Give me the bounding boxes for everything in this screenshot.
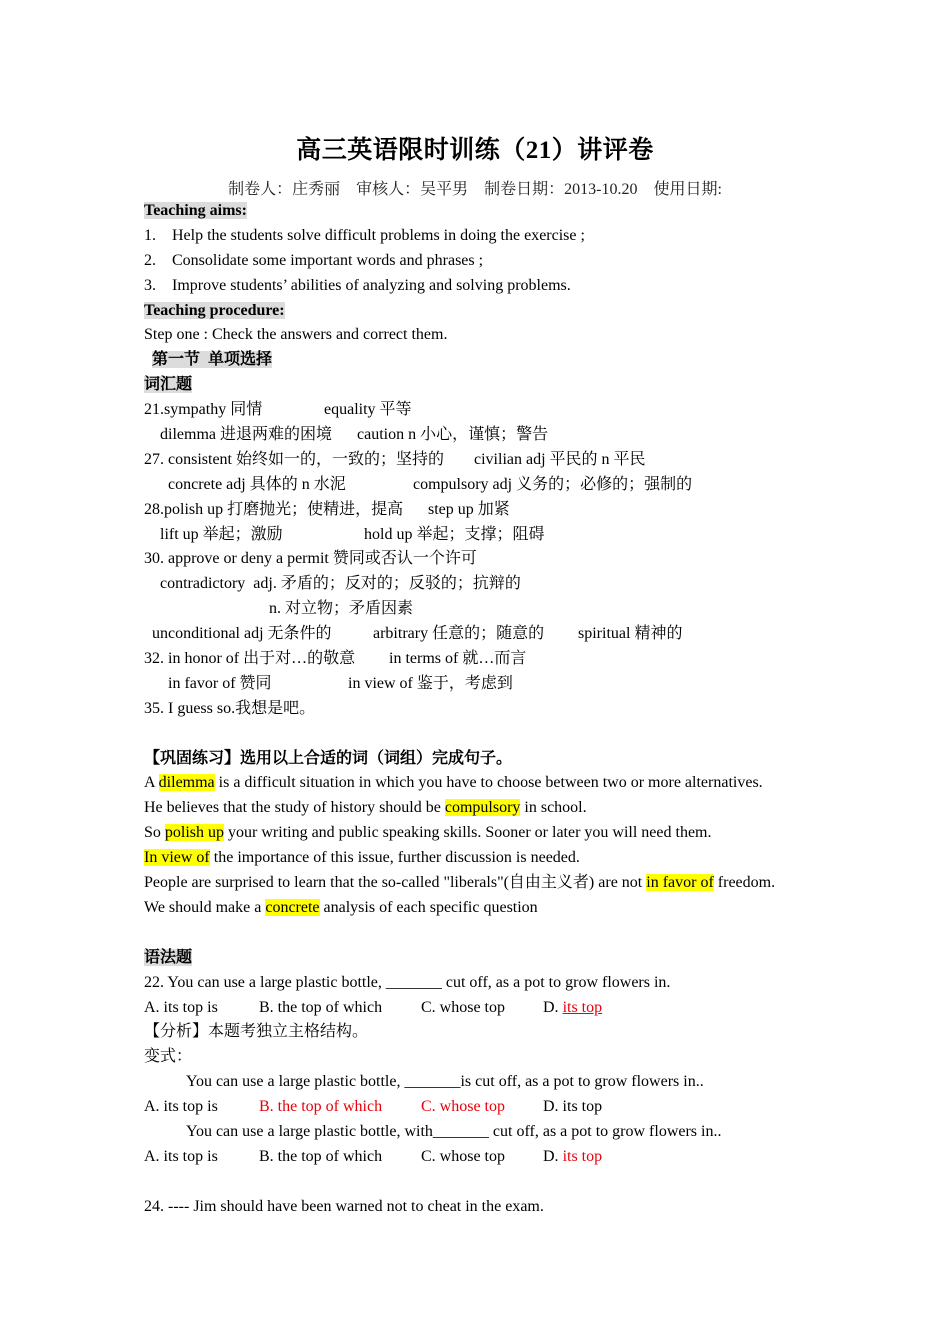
vocab-line (144, 448, 824, 473)
option-d-prefix: D. (543, 1147, 563, 1165)
option-c: C. whose top (421, 1098, 505, 1116)
vocab-line: 30. approve or deny a permit 赞同或否认一个许可 (144, 550, 477, 568)
page-title: 高三英语限时训练（21）讲评卷 (296, 137, 654, 164)
question-stem: 22. You can use a large plastic bottle, _______ cut off, as a pot to grow flowers in. (144, 973, 671, 991)
option-c: C. whose top (421, 1147, 505, 1165)
answer-highlight: in favor of (646, 874, 714, 892)
blank-line (144, 1170, 824, 1195)
practice-sentence (144, 821, 824, 846)
make-date-label: 制卷日期：2013-10.20 (484, 181, 638, 198)
practice-sentence (144, 871, 824, 896)
option-d: D. its top (543, 1098, 603, 1116)
vocab-entry: concrete adj 具体的 n 水泥 (168, 475, 346, 493)
vocab-line: contradictory adj. 矛盾的；反对的；反驳的；抗辩的 (160, 575, 521, 593)
answer-highlight: compulsory (444, 799, 521, 817)
vocab-line (144, 498, 824, 523)
grammar-heading: 语法题 (144, 948, 193, 966)
vocab-entry: spiritual 精神的 (578, 625, 683, 643)
sentence-text: is a difficult situation in which you have to choose between two or more alternatives. (214, 774, 763, 792)
use-date-label: 使用日期: (653, 181, 722, 198)
step-one: Step one : Check the answers and correct them. (144, 326, 448, 344)
document-meta (0, 176, 950, 199)
vocab-line (144, 647, 824, 672)
vocab-entry: step up 加紧 (428, 500, 510, 518)
option-a: A. its top is (144, 998, 218, 1016)
option-b: B. the top of which (259, 1147, 383, 1165)
answer-highlight: concrete (265, 898, 320, 916)
sentence-text: your writing and public speaking skills. Sooner or later you will need them. (224, 824, 712, 842)
answer-highlight: dilemma (158, 774, 215, 792)
vocab-line: n. 对立物；矛盾因素 (269, 600, 414, 618)
vocab-entry: caution n 小心，谨慎；警告 (357, 426, 549, 444)
sentence-text: analysis of each specific question (319, 898, 538, 916)
sentence-text: A (144, 774, 159, 792)
vocab-entry: unconditional adj 无条件的 (152, 625, 332, 643)
vocab-heading: 词汇题 (144, 376, 193, 394)
aim-item: 2. Consolidate some important words and phrases ; (144, 251, 484, 269)
option-c: C. whose top (421, 998, 505, 1016)
blank-line (144, 722, 824, 747)
sentence-text: in school. (520, 799, 587, 817)
analysis-note: 【分析】本题考独立主格结构。 (144, 1023, 369, 1041)
variant-stem: You can use a large plastic bottle, _______is cut off, as a pot to grow flowers in.. (186, 1073, 704, 1091)
option-d-answer: its top (562, 998, 603, 1016)
option-a: A. its top is (144, 1147, 218, 1165)
practice-sentence (144, 796, 824, 821)
vocab-line: 35. I guess so.我想是吧。 (144, 699, 316, 717)
teaching-aims-heading: Teaching aims: (144, 202, 247, 219)
vocab-entry: compulsory adj 义务的；必修的；强制的 (413, 475, 693, 493)
option-a: A. its top is (144, 1098, 218, 1116)
practice-sentence (144, 846, 824, 871)
sentence-text: People are surprised to learn that the so-called "liberals"(自由主义者) are not (144, 874, 647, 892)
vocab-line (144, 473, 824, 498)
question-stem: 24. ---- Jim should have been warned not to cheat in the exam. (144, 1197, 544, 1215)
vocab-entry: equality 平等 (324, 401, 412, 419)
vocab-entry: dilemma 进退两难的困境 (160, 426, 332, 444)
vocab-line (144, 622, 824, 647)
maker-label: 制卷人：庄秀丽 (228, 181, 341, 198)
vocab-entry: 21.sympathy 同情 (144, 401, 263, 419)
vocab-entry: 27. consistent 始终如一的，一致的；坚持的 (144, 450, 444, 468)
variant-stem: You can use a large plastic bottle, with_______ cut off, as a pot to grow flowers in.. (186, 1122, 722, 1140)
vocab-line (144, 423, 824, 448)
reviewer-label: 审核人：吴平男 (356, 181, 469, 198)
vocab-entry: in view of 鉴于，考虑到 (348, 674, 513, 692)
sentence-text: the importance of this issue, further discussion is needed. (209, 849, 580, 867)
options-line (144, 1095, 824, 1120)
vocab-entry: civilian adj 平民的 n 平民 (474, 450, 646, 468)
answer-highlight: polish up (164, 824, 225, 842)
practice-heading: 【巩固练习】选用以上合适的词（词组）完成句子。 (144, 749, 513, 767)
document-body (144, 199, 824, 1220)
blank-line (144, 921, 824, 946)
option-d-answer: its top (562, 1147, 603, 1165)
option-d-prefix: D. (543, 998, 563, 1016)
vocab-line (144, 398, 824, 423)
vocab-entry: 28.polish up 打磨抛光；使精进，提高 (144, 500, 404, 518)
vocab-entry: arbitrary 任意的；随意的 (373, 625, 545, 643)
vocab-entry: in favor of 赞同 (168, 674, 272, 692)
aim-item: 3. Improve students’ abilities of analyzing and solving problems. (144, 276, 571, 294)
vocab-entry: 32. in honor of 出于对…的敬意 (144, 650, 356, 668)
aim-item: 1. Help the students solve difficult problems in doing the exercise ; (144, 226, 585, 244)
answer-highlight: In view of (144, 849, 210, 867)
variant-label: 变式： (144, 1048, 193, 1066)
sentence-text: He believes that the study of history should be (144, 799, 445, 817)
option-b: B. the top of which (259, 1098, 383, 1116)
section-heading: 第一节 单项选择 (152, 351, 273, 369)
vocab-entry: lift up 举起；激励 (160, 525, 283, 543)
practice-sentence (144, 896, 824, 921)
teaching-procedure-heading: Teaching procedure: (144, 301, 285, 319)
options-line (144, 1145, 824, 1170)
option-b: B. the top of which (259, 998, 383, 1016)
options-line (144, 996, 824, 1021)
vocab-entry: in terms of 就…而言 (389, 650, 527, 668)
sentence-text: freedom. (713, 874, 776, 892)
sentence-text: So (144, 824, 165, 842)
vocab-line (144, 523, 824, 548)
vocab-line (144, 672, 824, 697)
practice-sentence (144, 771, 824, 796)
vocab-entry: hold up 举起；支撑；阻碍 (364, 525, 545, 543)
sentence-text: We should make a (144, 898, 266, 916)
